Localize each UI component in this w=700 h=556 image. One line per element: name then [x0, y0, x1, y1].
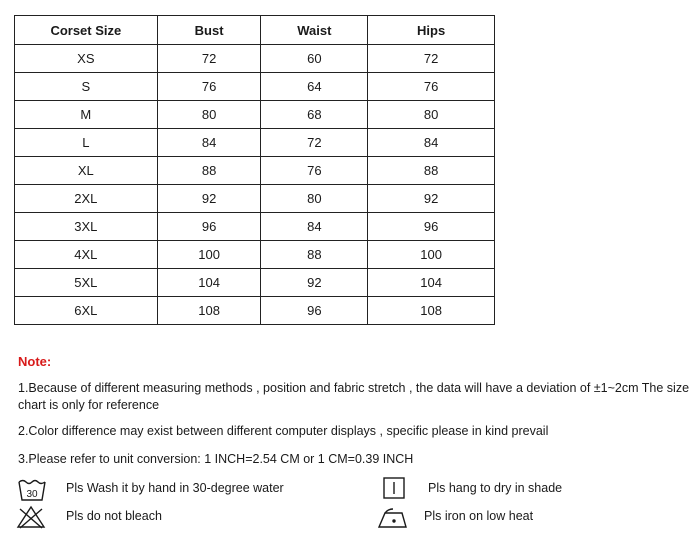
- cell-size: 6XL: [15, 297, 158, 325]
- wash-temp-label: 30: [26, 489, 38, 500]
- cell-hips: 76: [368, 73, 495, 101]
- hand-wash-30-icon: [17, 478, 47, 502]
- cell-bust: 88: [157, 157, 261, 185]
- cell-bust: 76: [157, 73, 261, 101]
- iron-low-heat-icon: [376, 507, 410, 529]
- cell-hips: 100: [368, 241, 495, 269]
- note-item-3: 3.Please refer to unit conversion: 1 INCH=2.54 CM or 1 CM=0.39 INCH: [18, 452, 414, 466]
- dry-label: Pls hang to dry in shade: [428, 481, 563, 495]
- cell-size: M: [15, 101, 158, 129]
- cell-waist: 84: [261, 213, 368, 241]
- cell-waist: 96: [261, 297, 368, 325]
- header-waist: Waist: [261, 16, 368, 45]
- cell-waist: 64: [261, 73, 368, 101]
- cell-hips: 84: [368, 129, 495, 157]
- cell-waist: 80: [261, 185, 368, 213]
- hang-dry-icon: [383, 477, 405, 499]
- cell-hips: 80: [368, 101, 495, 129]
- cell-bust: 72: [157, 45, 261, 73]
- cell-size: XS: [15, 45, 158, 73]
- cell-bust: 96: [157, 213, 261, 241]
- cell-bust: 80: [157, 101, 261, 129]
- table-header-row: [15, 16, 495, 45]
- cell-size: L: [15, 129, 158, 157]
- cell-bust: 92: [157, 185, 261, 213]
- table-row: [15, 73, 495, 101]
- cell-waist: 76: [261, 157, 368, 185]
- table-row: [15, 269, 495, 297]
- bleach-label: Pls do not bleach: [66, 509, 162, 523]
- header-bust: Bust: [157, 16, 261, 45]
- cell-size: 5XL: [15, 269, 158, 297]
- cell-bust: 108: [157, 297, 261, 325]
- cell-hips: 108: [368, 297, 495, 325]
- cell-size: S: [15, 73, 158, 101]
- cell-hips: 104: [368, 269, 495, 297]
- table-row: [15, 101, 495, 129]
- cell-waist: 88: [261, 241, 368, 269]
- cell-waist: 72: [261, 129, 368, 157]
- header-hips: Hips: [368, 16, 495, 45]
- cell-bust: 84: [157, 129, 261, 157]
- no-bleach-icon: [16, 505, 46, 529]
- wash-label: Pls Wash it by hand in 30-degree water: [66, 481, 284, 495]
- cell-bust: 100: [157, 241, 261, 269]
- table-row: [15, 129, 495, 157]
- cell-hips: 88: [368, 157, 495, 185]
- cell-size: 2XL: [15, 185, 158, 213]
- table-body: [15, 45, 495, 325]
- cell-hips: 96: [368, 213, 495, 241]
- cell-size: 3XL: [15, 213, 158, 241]
- cell-bust: 104: [157, 269, 261, 297]
- note-item-1: 1.Because of different measuring methods , position and fabric stretch , the data will have a deviation of ±1~2cm The size chart is only for reference: [18, 381, 690, 412]
- note-title: Note:: [18, 354, 52, 369]
- iron-label: Pls iron on low heat: [424, 509, 534, 523]
- note-item-2: 2.Color difference may exist between different computer displays , specific please in kind prevail: [18, 424, 549, 438]
- cell-size: XL: [15, 157, 158, 185]
- table-row: [15, 213, 495, 241]
- cell-waist: 92: [261, 269, 368, 297]
- cell-waist: 68: [261, 101, 368, 129]
- table-row: [15, 157, 495, 185]
- table-row: [15, 297, 495, 325]
- table-row: [15, 185, 495, 213]
- header-corset-size: Corset Size: [15, 16, 158, 45]
- table-row: [15, 45, 495, 73]
- cell-hips: 72: [368, 45, 495, 73]
- cell-waist: 60: [261, 45, 368, 73]
- cell-size: 4XL: [15, 241, 158, 269]
- cell-hips: 92: [368, 185, 495, 213]
- size-chart-table: [14, 15, 495, 325]
- table-row: [15, 241, 495, 269]
